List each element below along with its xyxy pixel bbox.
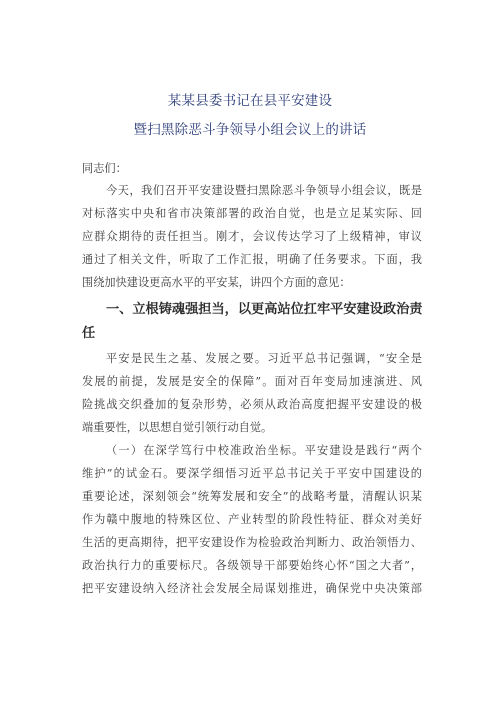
subsection-1-line: 生活的更高期待，把平安建设作为检验政治判断力、政治领悟力、 — [82, 536, 422, 549]
document-title-line-2: 暨扫黑除恶斗争领导小组会议上的讲话 — [133, 122, 367, 138]
section-1-paragraph-line: 发展的前提，发展是安全的保障”。面对百年变局加速演进、风 — [82, 375, 422, 388]
intro-line: 通过了相关文件，听取了工作汇报，明确了任务要求。下面，我 — [82, 253, 422, 266]
section-1-paragraph-line: 平安是民生之基、发展之要。习近平总书记强调，“安全是 — [106, 352, 422, 365]
section-1-heading-continued: 任 — [82, 326, 96, 341]
subsection-1-line: （一）在深学笃行中校准政治坐标。平安建设是践行“两个 — [106, 444, 422, 457]
document-title-line-1: 某某县委书记在县平安建设 — [167, 93, 333, 109]
intro-line: 应群众期待的责任担当。刚才，会议传达学习了上级精神，审议 — [82, 230, 422, 243]
section-1-heading: 一、立根铸魂强担当，以更高站位扛牢平安建设政治责 — [106, 302, 422, 317]
intro-line: 今天，我们召开平安建设暨扫黑除恶斗争领导小组会议，既是 — [106, 184, 422, 197]
subsection-1-line: 维护”的试金石。要深学细悟习近平总书记关于平安中国建设的 — [82, 467, 422, 480]
subsection-1-line: 政治执行力的重要标尺。各级领导干部要始终心怀“国之大者”， — [82, 559, 422, 572]
subsection-1-line: 重要论述，深刻领会“统筹发展和安全”的战略考量，清醒认识某 — [82, 490, 422, 503]
section-1-paragraph-line: 险挑战交织叠加的复杂形势，必须从政治高度把握平安建设的极 — [82, 398, 422, 411]
intro-line: 对标落实中央和省市决策部署的政治自觉，也是立足某实际、回 — [82, 207, 422, 220]
subsection-1-line: 作为赣中腹地的特殊区位、产业转型的阶段性特征、群众对美好 — [82, 513, 422, 526]
intro-line: 围绕加快建设更高水平的平安某，讲四个方面的意见： — [82, 276, 351, 289]
section-1-paragraph-line: 端重要性，以思想自觉引领行动自觉。 — [82, 421, 273, 434]
salutation: 同志们： — [82, 162, 127, 175]
subsection-1-line: 把平安建设纳入经济社会发展全局谋划推进，确保党中央决策部 — [82, 582, 422, 595]
